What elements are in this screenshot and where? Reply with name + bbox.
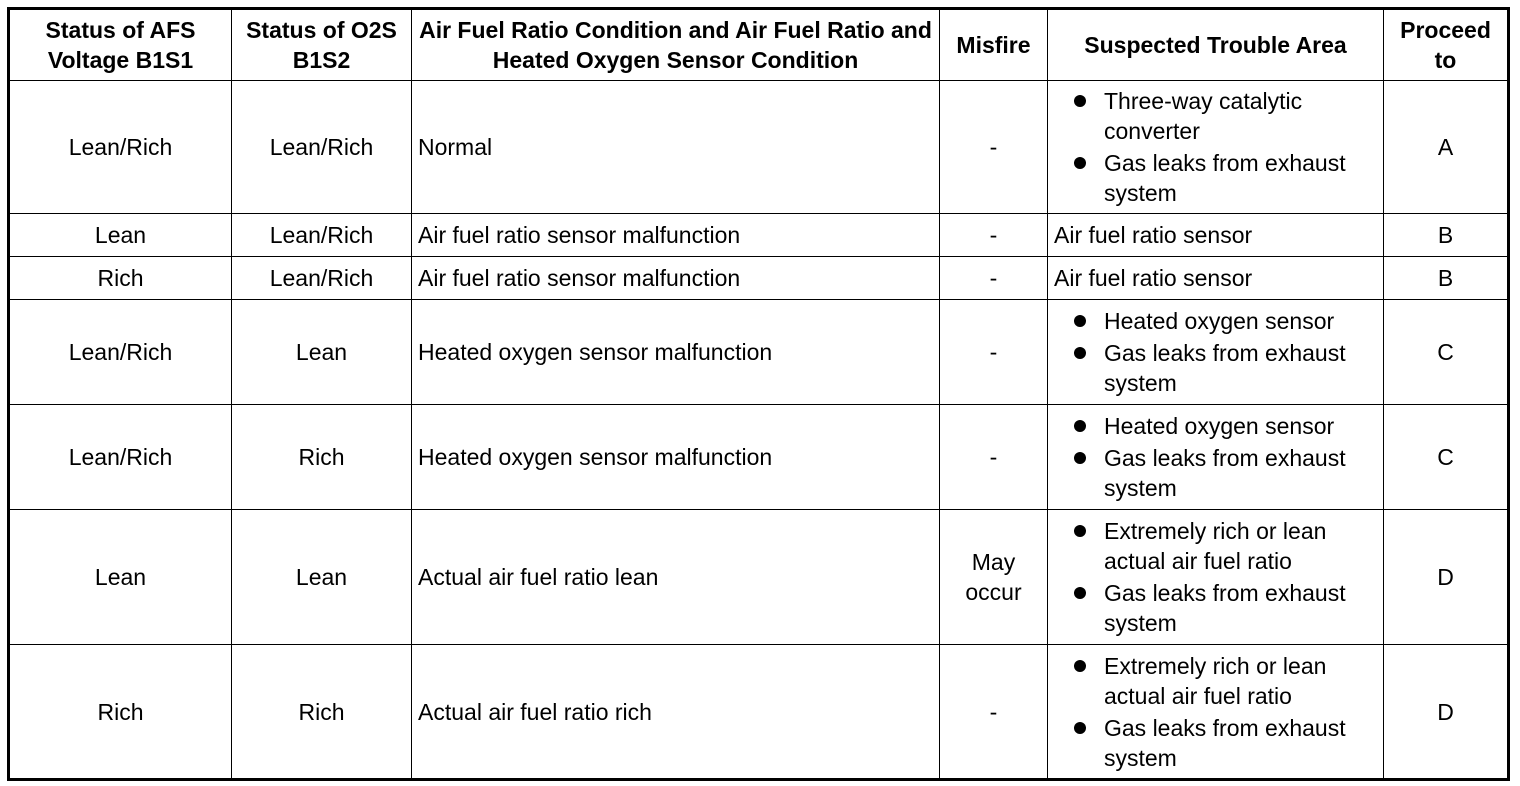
condition-cell: Air fuel ratio sensor malfunction xyxy=(412,214,940,257)
trouble-cell xyxy=(1048,300,1384,405)
afs-cell: Rich xyxy=(9,645,232,780)
trouble-item xyxy=(1054,338,1379,398)
condition-cell: Actual air fuel ratio rich xyxy=(412,645,940,780)
trouble-list xyxy=(1054,411,1379,503)
table-row xyxy=(9,257,1509,300)
bullet-icon xyxy=(1074,95,1086,107)
afs-cell: Rich xyxy=(9,257,232,300)
misfire-cell: - xyxy=(940,81,1048,214)
header-condition: Air Fuel Ratio Condition and Air Fuel Ratio and Heated Oxygen Sensor Condition xyxy=(412,9,940,81)
trouble-list xyxy=(1054,651,1379,773)
trouble-item xyxy=(1054,516,1379,576)
proceed-cell: D xyxy=(1384,645,1509,780)
proceed-cell: C xyxy=(1384,405,1509,510)
afs-cell: Lean/Rich xyxy=(9,405,232,510)
misfire-cell: - xyxy=(940,214,1048,257)
proceed-cell: C xyxy=(1384,300,1509,405)
o2s-cell: Rich xyxy=(232,645,412,780)
o2s-cell: Lean xyxy=(232,510,412,645)
trouble-list xyxy=(1054,306,1379,398)
bullet-icon xyxy=(1074,722,1086,734)
trouble-list xyxy=(1054,516,1379,638)
diagnosis-table-container xyxy=(7,7,1507,779)
trouble-item-text: Extremely rich or lean actual air fuel ratio xyxy=(1104,652,1327,709)
trouble-item xyxy=(1054,578,1379,638)
bullet-icon xyxy=(1074,347,1086,359)
header-misfire: Misfire xyxy=(940,9,1048,81)
header-o2s-status: Status of O2S B1S2 xyxy=(232,9,412,81)
trouble-cell xyxy=(1048,81,1384,214)
header-row xyxy=(9,9,1509,81)
header-proceed-to: Proceed to xyxy=(1384,9,1509,81)
bullet-icon xyxy=(1074,157,1086,169)
bullet-icon xyxy=(1074,587,1086,599)
trouble-item-text: Heated oxygen sensor xyxy=(1104,308,1335,334)
condition-cell: Heated oxygen sensor malfunction xyxy=(412,405,940,510)
misfire-cell: - xyxy=(940,645,1048,780)
trouble-item xyxy=(1054,86,1379,146)
misfire-cell: - xyxy=(940,257,1048,300)
trouble-cell: Air fuel ratio sensor xyxy=(1048,257,1384,300)
trouble-item-text: Gas leaks from exhaust system xyxy=(1104,714,1346,771)
trouble-cell xyxy=(1048,645,1384,780)
trouble-list xyxy=(1054,86,1379,208)
trouble-item-text: Three-way catalytic converter xyxy=(1104,88,1303,144)
misfire-cell: - xyxy=(940,405,1048,510)
trouble-item xyxy=(1054,411,1379,441)
trouble-cell xyxy=(1048,405,1384,510)
table-row xyxy=(9,300,1509,405)
table-row xyxy=(9,405,1509,510)
o2s-cell: Lean xyxy=(232,300,412,405)
o2s-cell: Lean/Rich xyxy=(232,257,412,300)
trouble-item xyxy=(1054,443,1379,503)
trouble-item xyxy=(1054,306,1379,336)
header-trouble-area: Suspected Trouble Area xyxy=(1048,9,1384,81)
o2s-cell: Lean/Rich xyxy=(232,81,412,214)
bullet-icon xyxy=(1074,660,1086,672)
trouble-item-text: Extremely rich or lean actual air fuel ratio xyxy=(1104,518,1327,574)
misfire-cell: - xyxy=(940,300,1048,405)
bullet-icon xyxy=(1074,420,1086,432)
table-row xyxy=(9,214,1509,257)
table-row xyxy=(9,81,1509,214)
proceed-cell: D xyxy=(1384,510,1509,645)
afs-cell: Lean xyxy=(9,510,232,645)
proceed-cell: A xyxy=(1384,81,1509,214)
proceed-cell: B xyxy=(1384,257,1509,300)
trouble-item xyxy=(1054,713,1379,773)
condition-cell: Air fuel ratio sensor malfunction xyxy=(412,257,940,300)
o2s-cell: Lean/Rich xyxy=(232,214,412,257)
bullet-icon xyxy=(1074,452,1086,464)
diagnosis-table xyxy=(7,7,1510,781)
trouble-cell: Air fuel ratio sensor xyxy=(1048,214,1384,257)
condition-cell: Normal xyxy=(412,81,940,214)
afs-cell: Lean/Rich xyxy=(9,81,232,214)
misfire-cell: May occur xyxy=(940,510,1048,645)
trouble-item xyxy=(1054,148,1379,208)
bullet-icon xyxy=(1074,525,1086,537)
afs-cell: Lean/Rich xyxy=(9,300,232,405)
trouble-item-text: Heated oxygen sensor xyxy=(1104,413,1335,439)
trouble-cell xyxy=(1048,510,1384,645)
trouble-item-text: Gas leaks from exhaust system xyxy=(1104,580,1346,636)
trouble-item-text: Gas leaks from exhaust system xyxy=(1104,340,1346,396)
table-row xyxy=(9,510,1509,645)
trouble-item-text: Gas leaks from exhaust system xyxy=(1104,150,1346,206)
condition-cell: Heated oxygen sensor malfunction xyxy=(412,300,940,405)
afs-cell: Lean xyxy=(9,214,232,257)
table-row xyxy=(9,645,1509,780)
trouble-item-text: Gas leaks from exhaust system xyxy=(1104,445,1346,501)
header-afs-status: Status of AFS Voltage B1S1 xyxy=(9,9,232,81)
trouble-item xyxy=(1054,651,1379,711)
o2s-cell: Rich xyxy=(232,405,412,510)
proceed-cell: B xyxy=(1384,214,1509,257)
condition-cell: Actual air fuel ratio lean xyxy=(412,510,940,645)
bullet-icon xyxy=(1074,315,1086,327)
